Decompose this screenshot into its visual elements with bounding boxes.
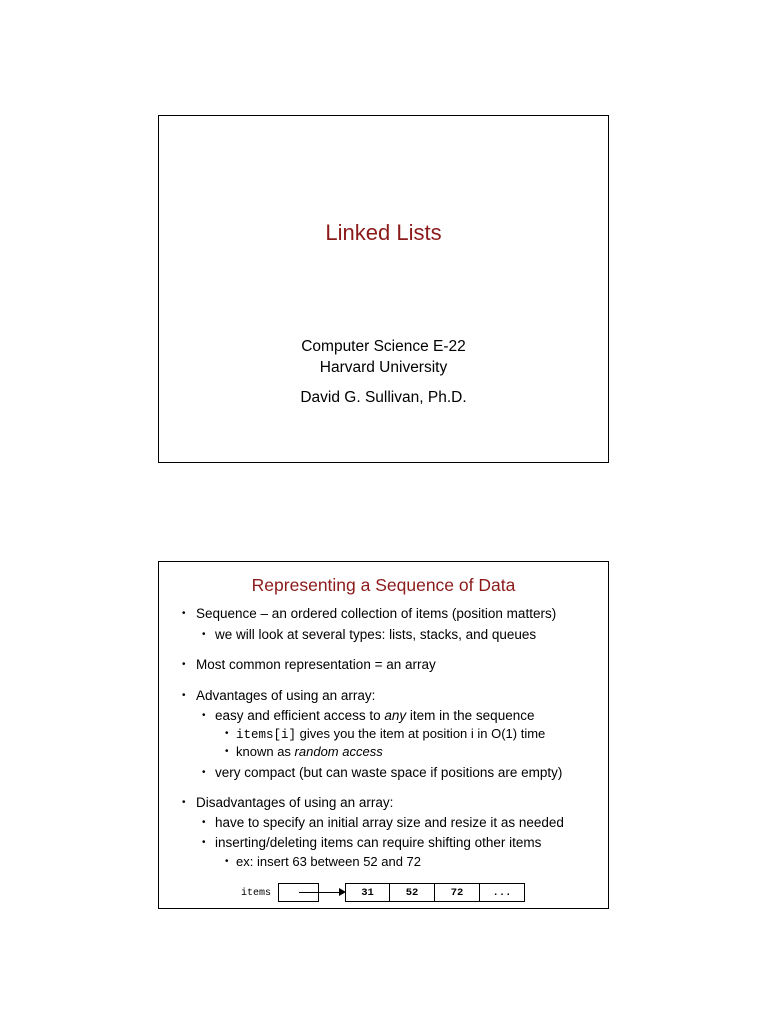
array-diagram [159, 875, 608, 901]
bullet-item: • we will look at several types: lists, stacks, and queues [215, 627, 536, 642]
bullet-item: • Most common representation = an array [196, 657, 436, 672]
author-name: David G. Sullivan, Ph.D. [300, 389, 467, 406]
bullet-item: • Advantages of using an array: [196, 688, 375, 703]
content-slide [158, 561, 609, 909]
slide-title: Linked Lists [325, 220, 442, 245]
array-cell: 52 [390, 883, 435, 902]
array-cell: 72 [435, 883, 480, 902]
title-slide [158, 115, 609, 463]
course-name: Computer Science E-22 [301, 338, 466, 355]
bullet-item: • Sequence – an ordered collection of items (position matters) [196, 606, 556, 621]
bullet-text: easy and efficient access to [215, 708, 385, 723]
course-info [159, 336, 608, 378]
bullet-item [215, 708, 534, 723]
variable-label: items [241, 888, 272, 899]
university-name: Harvard University [319, 359, 448, 376]
bullet-text: known as [236, 744, 295, 759]
slide-title: Representing a Sequence of Data [251, 575, 516, 595]
emphasis-text: random access [294, 744, 383, 759]
bullet-text: gives you the item at position i in O(1) time [296, 726, 546, 741]
bullet-item: • have to specify an initial array size and resize it as needed [215, 815, 564, 830]
code-text: items[i] [236, 728, 297, 742]
bullet-item: • Disadvantages of using an array: [196, 795, 393, 810]
bullet-item: • inserting/deleting items can require shifting other items [215, 835, 541, 850]
bullet-item [236, 726, 545, 742]
bullet-item: • very compact (but can waste space if positions are empty) [215, 765, 562, 780]
emphasis-text: any [384, 708, 407, 723]
array-cell: 31 [345, 883, 390, 902]
arrow-line [299, 892, 343, 893]
bullet-item [236, 744, 383, 759]
bullet-text: item in the sequence [406, 708, 535, 723]
array-cell: ... [480, 883, 525, 902]
bullet-item: • ex: insert 63 between 52 and 72 [236, 854, 421, 869]
array-cells [345, 883, 525, 902]
